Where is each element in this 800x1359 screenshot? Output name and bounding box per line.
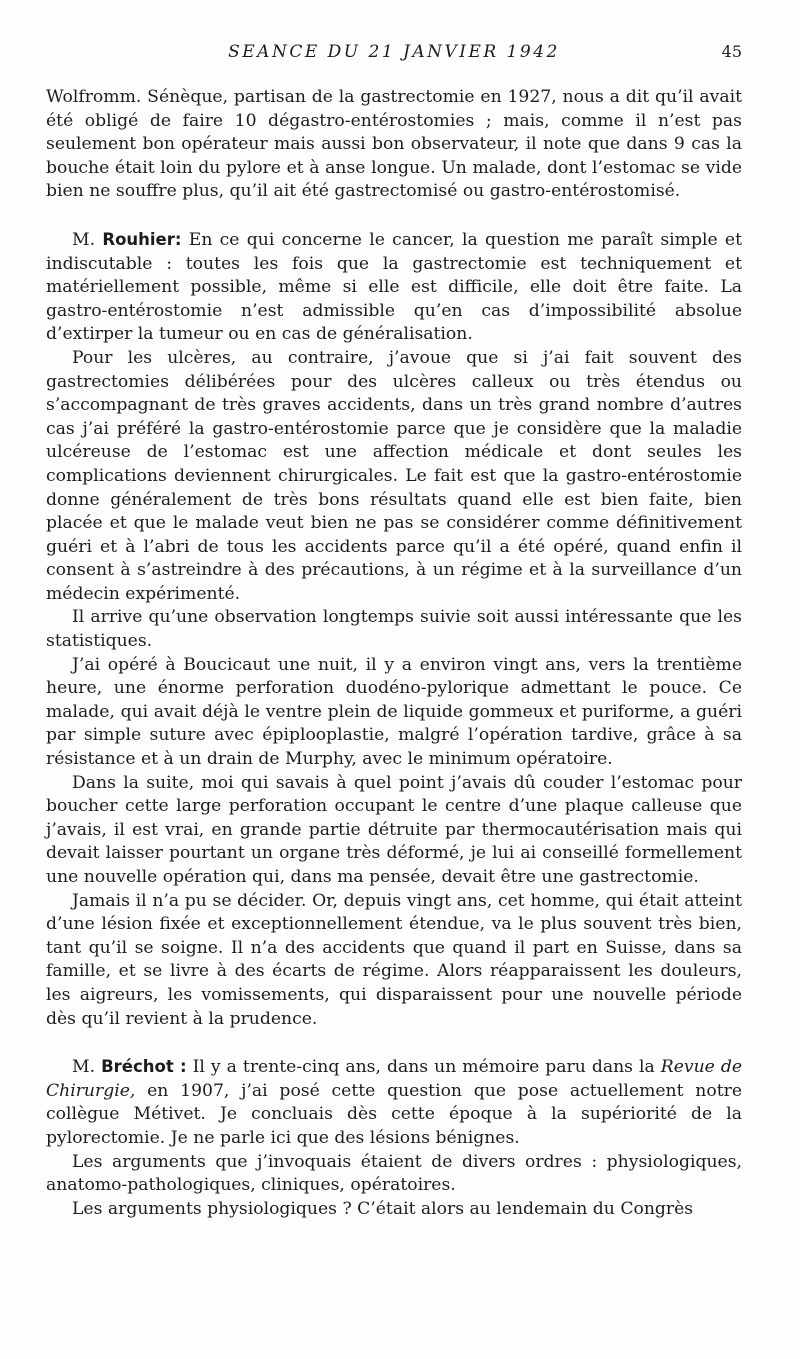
paragraph: Wolfromm. Sénèque, partisan de la gastrectomie en 1927, nous a dit qu’il avait été obligé de faire 10 dégastro-entérostomies ; mais, comme il n’est pas seulement bon opérateur mais aussi bon observateur, il note que dans 9 cas la bouche était loin du pylore et à anse longue. Un malade, dont l’estomac se vide bien ne souffre plus, qu’il ait été gastrectomisé ou gastro-entérostomisé. — [46, 87, 742, 202]
speaker-text: en 1907, j’ai posé cette question que pose actuellement notre collègue Métivet. Je concluais dès cette époque à la supériorité de la pylorectomie. Je ne parle ici que des lésions bénignes. — [46, 1080, 743, 1148]
speaker-title: M. — [72, 229, 96, 250]
page-header — [46, 42, 742, 66]
speaker-name: Bréchot : — [101, 1057, 187, 1077]
page-number: 45 — [721, 42, 742, 61]
speaker-paragraph-rouhier — [46, 228, 742, 347]
paragraph: Jamais il n’a pu se décider. Or, depuis vingt ans, cet homme, qui était atteint d’une lésion fixée et exceptionnellement étendue, va le plus souvent très bien, tant qu’il se soigne. Il n’a des accidents que quand il part en Suisse, dans sa famille, et se livre à des écarts de régime. Alors réapparaissent les douleurs, les aigreurs, les vomissements, qui disparaissent pour une nouvelle période dès qu’il revient à la prudence. — [46, 890, 742, 1029]
journal-title: Revue de Chirurgie, — [46, 1057, 742, 1101]
running-title: SEANCE DU 21 JANVIER 1942 — [228, 42, 560, 62]
body-text — [46, 86, 742, 1221]
paragraph: J’ai opéré à Boucicaut une nuit, il y a environ vingt ans, vers la trentième heure, une énorme perforation duodéno-pylorique admettant le pouce. Ce malade, qui avait déjà le ventre plein de liquide gommeux et puriforme, a guéri par simple suture avec épiplooplastie, malgré l’opération tardive, grâce à sa résistance et à un drain de Murphy, avec le minimum opératoire. — [46, 654, 742, 770]
speaker-paragraph-brechot — [46, 1055, 742, 1150]
paragraph: Les arguments physiologiques ? C’était alors au lendemain du Congrès — [72, 1198, 694, 1219]
speaker-text: Il y a trente-cinq ans, dans un mémoire paru dans la — [192, 1057, 655, 1078]
paragraph: Pour les ulcères, au contraire, j’avoue que si j’ai fait souvent des gastrectomies délibérées pour des ulcères calleux ou très étendus ou s’accompagnant de très graves accidents, dans un très grand nombre d’autres cas j’ai préféré la gastro-entérostomie parce que je considère que la maladie ulcéreuse de l’estomac est une affection médicale et dont seules les complications deviennent chirurgicales. Le fait est que la gastro-entérostomie donne généralement de très bons résultats quand elle est bien faite, bien placée et que le malade veut bien ne pas se considérer comme définitivement guéri et à l’abri de tous les accidents parce qu’il a été opéré, quand enfin il consent à s’astreindre à des précautions, à un régime et à la surveillance d’un médecin expérimenté. — [46, 347, 742, 604]
speaker-title: M. — [72, 1057, 96, 1078]
speaker-name: Rouhier: — [102, 229, 182, 249]
speaker-text: En ce qui concerne le cancer, la question me paraît simple et indiscutable : toutes les fois que la gastrectomie est techniquement et matériellement possible, même si elle est difficile, elle doit être faite. La gastro-entérostomie n’est admissible qu’en cas d’impossibilité absolue d’extirper la tumeur ou en cas de généralisation. — [46, 229, 743, 345]
paragraph: Dans la suite, moi qui savais à quel point j’avais dû couder l’estomac pour boucher cette large perforation occupant le centre d’une plaque calleuse que j’avais, il est vrai, en grande partie détruite par thermocautérisation mais qui devait laisser pourtant un organe très déformé, je lui ai conseillé formellement une nouvelle opération qui, dans ma pensée, devait être une gastrectomie. — [46, 772, 742, 887]
paragraph: Il arrive qu’une observation longtemps suivie soit aussi intéressante que les statistiques. — [46, 607, 742, 652]
paragraph: Les arguments que j’invoquais étaient de divers ordres : physiologiques, anatomo-pathologiques, cliniques, opératoires. — [46, 1151, 742, 1196]
